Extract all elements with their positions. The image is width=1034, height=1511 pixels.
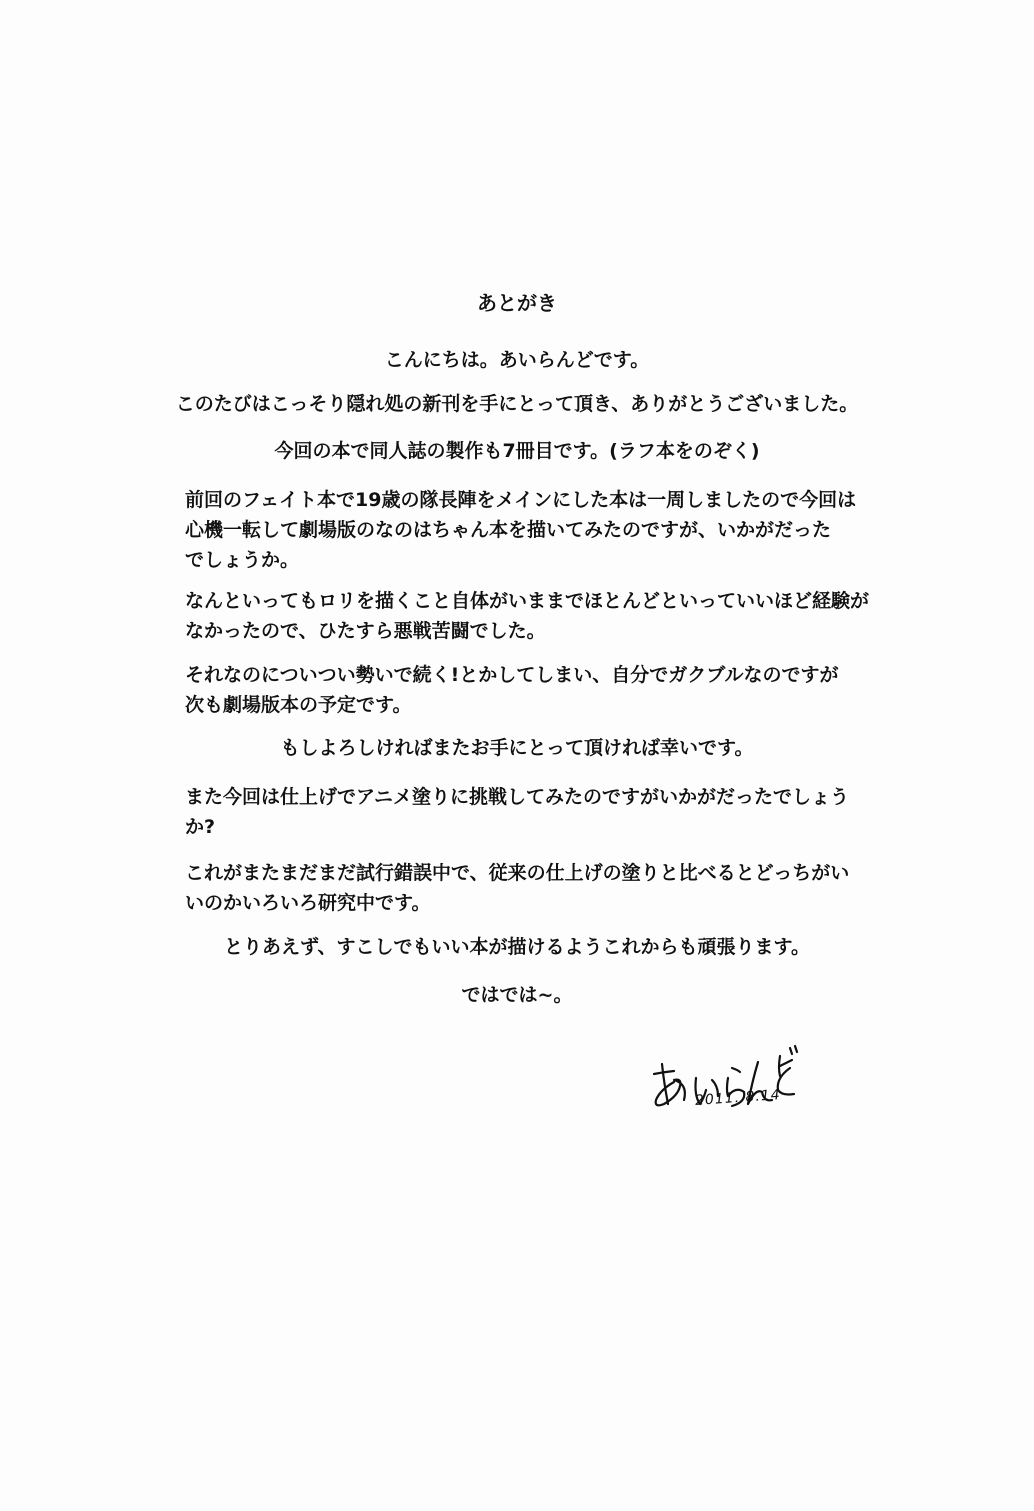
continue-paragraph	[185, 660, 885, 720]
trial-line: これがまたまだまだ試行錯誤中で、従来の仕上げの塗りと比べるとどっちがい	[185, 862, 850, 884]
anime-paint-line: また今回は仕上げでアニメ塗りに挑戦してみたのですがいかがだったでしょう	[185, 786, 850, 808]
anime-paint-line: か?	[185, 816, 216, 838]
greeting-paragraph: こんにちは。あいらんどです。	[384, 349, 650, 371]
trial-line: いのかいろいろ研究中です。	[185, 892, 431, 914]
previous-book-line: 前回のフェイト本で19歳の隊長陣をメインにした本は一周しましたので今回は	[185, 489, 857, 511]
afterword-title: あとがき	[477, 291, 557, 315]
please-paragraph: もしよろしければまたお手にとって頂ければ幸いです。	[280, 737, 754, 759]
previous-book-paragraph	[185, 485, 885, 575]
handwritten-signature	[640, 1038, 800, 1128]
trial-paragraph	[185, 858, 885, 918]
loli-line: なかったので、ひたすら悪戦苦闘でした。	[185, 620, 546, 642]
loli-paragraph	[185, 586, 885, 646]
book-count-paragraph: 今回の本で同人誌の製作も7冊目です。(ラフ本をのぞく)	[274, 440, 760, 462]
previous-book-line: 心機一転して劇場版のなのはちゃん本を描いてみたのですが、いかがだった	[185, 519, 832, 541]
signature-date: 2011. 8.14	[694, 1087, 782, 1109]
farewell-paragraph: ではでは~。	[461, 984, 573, 1006]
anime-paint-paragraph	[185, 782, 885, 842]
thanks-paragraph: このたびはこっそり隠れ処の新刊を手にとって頂き、ありがとうございました。	[175, 393, 859, 415]
continue-line: それなのについつい勢いで続く!とかしてしまい、自分でガクブルなのですが	[185, 664, 839, 686]
loli-line: なんといってもロリを描くこと自体がいままでほとんどといっていいほど経験が	[185, 590, 870, 612]
continue-line: 次も劇場版本の予定です。	[185, 694, 412, 716]
closing-paragraph: とりあえず、すこしでもいい本が描けるようこれからも頑張ります。	[224, 936, 810, 958]
previous-book-line: でしょうか。	[185, 549, 300, 571]
